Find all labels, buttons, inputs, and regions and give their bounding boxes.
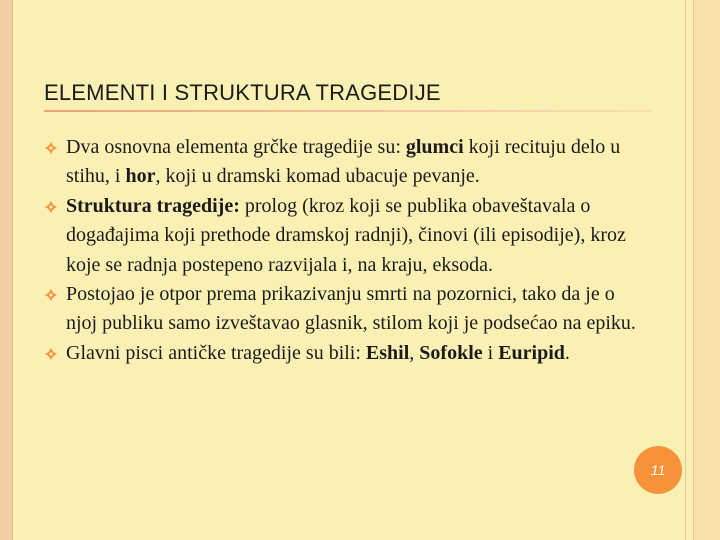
bullet-text: koji recituju delo u stihu, i [66, 136, 621, 188]
bullet-text: Dva osnovna elementa grčke tragedije su: [66, 136, 406, 158]
bullet-text: Postojao je otpor prema prikazivanju smrti na pozornici, tako da je o njoj publiku samo izveštavao glasnik, stilom koji je podsećao na epiku. [66, 283, 636, 335]
bullet-text: . [564, 341, 570, 364]
diamond-flourish-icon [44, 200, 58, 214]
diamond-flourish-icon [44, 288, 58, 302]
bullet-bold-text: Struktura tragedije: [66, 194, 240, 217]
right-line-decoration [685, 0, 686, 540]
bullet-text: Glavni pisci antičke tragedije su bili: [66, 341, 366, 364]
bullet-text: , koji u dramski komad ubacuje pevanje. [155, 165, 480, 188]
right-border-decoration [693, 0, 720, 540]
bullet-bold-text: Sofokle [419, 341, 483, 364]
diamond-flourish-icon [44, 347, 58, 361]
bullet-text: i [482, 341, 499, 364]
bullet-bold-text: Euripid [498, 341, 565, 364]
title-underline [44, 110, 652, 112]
bullet-bold-text: glumci [405, 136, 464, 158]
left-border-decoration [0, 0, 13, 540]
bullet-bold-text: hor [125, 165, 156, 188]
bullet-item [44, 280, 644, 339]
bullet-item [44, 192, 644, 280]
bullet-bold-text: Eshil [365, 341, 410, 364]
bullet-list [44, 133, 644, 368]
page-number-badge [634, 446, 682, 494]
slide-title: ELEMENTI I STRUKTURA TRAGEDIJE [44, 80, 441, 105]
bullet-item [44, 133, 644, 192]
page-number: 11 [650, 462, 666, 478]
bullet-text: , [409, 341, 420, 364]
bullet-text: prolog (kroz koji se publika obaveštavala o događajima koji prethode dramskoj radnji), činovi (ili episodije), kroz koje se radnja postepeno razvijala i, na kraju, eksoda. [66, 194, 626, 276]
diamond-flourish-icon [44, 141, 58, 155]
bullet-item [44, 339, 644, 368]
